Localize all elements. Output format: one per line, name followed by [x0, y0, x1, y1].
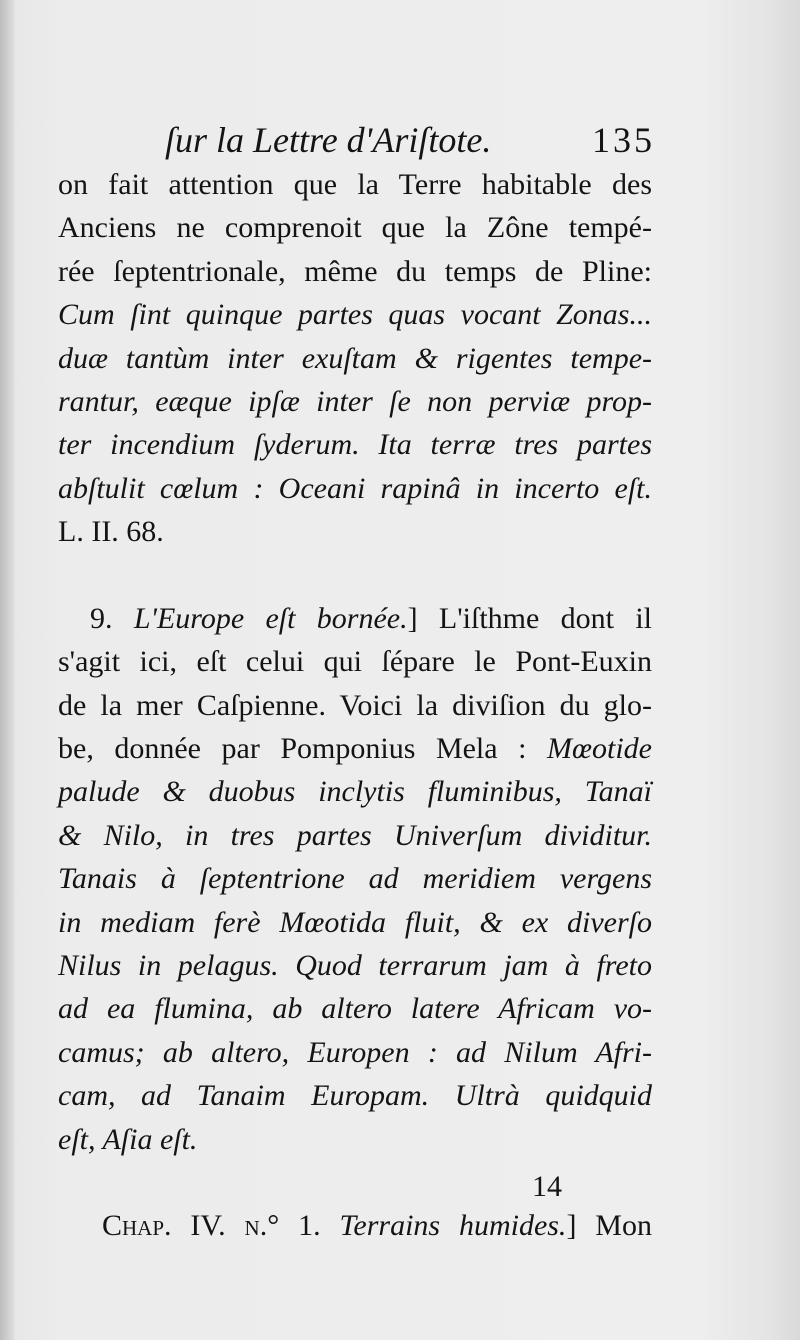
- chapter-reference: Chap. IV. n.° 1.: [102, 1209, 321, 1243]
- text-line: [58, 554, 652, 597]
- text-line: L. II. 68.: [58, 515, 164, 549]
- note-number: 9.: [90, 601, 113, 635]
- text-line: camus; ab altero, Europen : ad Nilum Afri-: [58, 1035, 652, 1069]
- text-line: eſt, Aſia eſt.: [58, 1122, 198, 1156]
- note-lemma: Terrains humides.: [339, 1209, 567, 1243]
- text-line: abſtulit cœlum : Oceani rapinâ in incerto eſt.: [58, 471, 652, 505]
- body-text: [58, 163, 652, 1248]
- text-line: Cum ſint quinque partes quas vocant Zonas...: [58, 298, 652, 332]
- signature-mark: 14: [532, 1170, 562, 1203]
- line-roman: be, donnée par Pomponius Mela :: [58, 732, 527, 766]
- note-text: ] Mon: [566, 1209, 652, 1243]
- page-number: 135: [592, 120, 655, 160]
- text-line: & Nilo, in tres partes Univerſum dividitur.: [58, 818, 652, 852]
- text-line: [58, 1204, 652, 1247]
- running-header: [165, 118, 655, 162]
- text-line: s'agit ici, eſt celui qui ſépare le Pont-Euxin: [58, 645, 652, 679]
- text-line: rantur, eæque ipſæ inter ſe non perviæ prop-: [58, 384, 652, 418]
- text-line: de la mer Caſpienne. Voici la diviſion du glo-: [58, 688, 652, 722]
- text-line: [58, 1161, 652, 1204]
- text-line: [58, 727, 652, 770]
- text-line: on fait attention que la Terre habitable des: [58, 168, 652, 201]
- note-text: ] L'iſthme dont il: [407, 601, 652, 635]
- text-line: Nilus in pelagus. Quod terrarum jam à freto: [58, 949, 652, 983]
- text-line: duæ tantùm inter exuſtam & rigentes tempe-: [58, 341, 652, 375]
- text-line: palude & duobus inclytis fluminibus, Tanaï: [58, 775, 652, 809]
- text-line: ter incendium ſyderum. Ita terræ tres partes: [58, 428, 652, 462]
- text-line: Tanais à ſeptentrione ad meridiem vergens: [58, 862, 652, 896]
- text-line: [58, 597, 652, 640]
- text-line: in mediam ferè Mœotida fluit, & ex diverſo: [58, 905, 652, 939]
- text-line: cam, ad Tanaim Europam. Ultrà quidquid: [58, 1079, 652, 1113]
- page-gutter-shadow: [0, 0, 14, 1340]
- text-line: rée ſeptentrionale, même du temps de Pline:: [58, 254, 652, 288]
- note-lemma: L'Europe eſt bornée.: [133, 601, 408, 635]
- text-line: ad ea flumina, ab altero latere Africam vo-: [58, 992, 652, 1026]
- running-title: ſur la Lettre d'Ariſtote.: [165, 120, 492, 160]
- text-line: Anciens ne comprenoit que la Zône tempé-: [58, 211, 652, 245]
- line-italic: Mœotide: [547, 732, 652, 766]
